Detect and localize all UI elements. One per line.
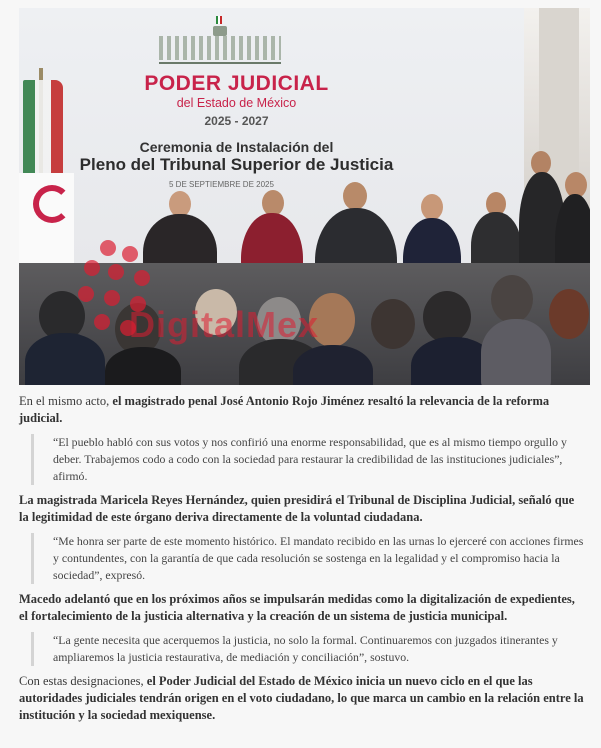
paragraph-reyes: La magistrada Maricela Reyes Hernández, quien presidirá el Tribunal de Disciplina Judicial, señaló que la legitimidad de este órgano deriva directamente de la voluntad ciudadana.	[19, 493, 575, 524]
paragraph-rojo	[19, 393, 585, 427]
blockquote-macedo: “La gente necesita que acerquemos la justicia, no solo la formal. Continuaremos con juzgados itinerantes y ampliaremos la justicia restaurativa, de mediación y conciliación”, sostuvo.	[31, 632, 585, 666]
screen-years: 2025 - 2027	[204, 114, 269, 128]
audience-head	[423, 291, 471, 343]
paragraph-bold-text: el magistrado penal José Antonio Rojo Jiménez resaltó la relevancia de la reforma judicial.	[19, 394, 550, 425]
ceremony-photo	[19, 8, 590, 385]
ceremony-date: 5 DE SEPTIEMBRE DE 2025	[169, 180, 274, 189]
screen-title: PODER JUDICIAL	[144, 72, 329, 95]
paragraph-text: En el mismo acto,	[19, 394, 113, 408]
palace-logo-icon	[159, 34, 281, 64]
watermark-text: DigitalMex	[129, 304, 320, 345]
audience-member	[293, 345, 373, 385]
person-head	[343, 182, 367, 210]
article-body	[19, 393, 585, 724]
audience-member	[25, 333, 105, 385]
screen-subtitle: del Estado de México	[176, 96, 297, 110]
audience-head	[549, 289, 589, 339]
audience-head	[371, 299, 415, 349]
ceremony-title-line2: Pleno del Tribunal Superior de Justicia	[79, 155, 394, 174]
paragraph-text: Con estas designaciones,	[19, 674, 147, 688]
paragraph-conclusion	[19, 673, 585, 724]
audience-member	[105, 347, 181, 385]
blockquote-rojo: “El pueblo habló con sus votos y nos confirió una enorme responsabilidad, que es al mismo tiempo orgullo y deber. Trabajemos codo a codo con la sociedad para restaurar la credibilidad de las instituciones judiciales”, afirmó.	[31, 434, 585, 485]
paragraph-macedo: Macedo adelantó que en los próximos años se impulsarán medidas como la digitalización de expedientes, el fortalecimiento de la justicia alternativa y la creación de un sistema de justicia municipal.	[19, 592, 575, 623]
person-head	[421, 194, 443, 220]
audience-member	[481, 319, 551, 385]
audience-head	[491, 275, 533, 323]
ceremony-title-line1: Ceremonia de Instalación del	[139, 139, 334, 155]
blockquote-reyes: “Me honra ser parte de este momento histórico. El mandato recibido en las urnas lo ejerceré con acciones firmes y contundentes, con la garantía de que cada resolución se sostenga en la legalidad y el compromiso hacia la sociedad”, expresó.	[31, 533, 585, 584]
paragraph-bold-text: el Poder Judicial del Estado de México inicia un nuevo ciclo en el que las autoridades judiciales tendrán origen en el voto ciudadano, lo que marca un cambio en la relación entre la institución y la sociedad mexiquense.	[19, 674, 584, 722]
